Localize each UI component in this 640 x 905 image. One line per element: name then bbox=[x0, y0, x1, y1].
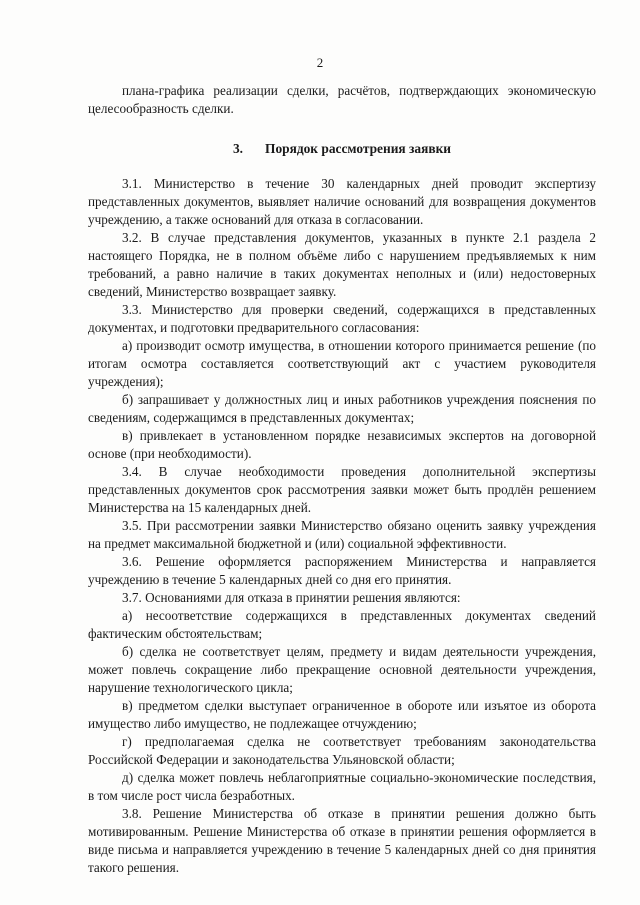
paragraph-3-6: 3.6. Решение оформляется распоряжением Министерства и направляется учреждению в течение 5 календарных дней со дня его принятия. bbox=[88, 554, 596, 587]
paragraph-3-7-b: б) сделка не соответствует целям, предмету и видам деятельности учреждения, может повлечь сокращение либо прекращение основной деятельности учреждения, нарушение технологического цикла; bbox=[88, 644, 596, 695]
document-body bbox=[88, 82, 596, 877]
paragraph-3-7-d: д) сделка может повлечь неблагоприятные социально-экономические последствия, в том числе рост числа безработных. bbox=[88, 770, 596, 803]
section-title: Порядок рассмотрения заявки bbox=[265, 141, 451, 156]
paragraph-3-1: 3.1. Министерство в течение 30 календарных дней проводит экспертизу представленных документов, выявляет наличие оснований для возвращения документов учреждению, а также оснований для отказа в согласовании. bbox=[88, 176, 596, 227]
page-number: 2 bbox=[316, 55, 324, 70]
intro-paragraph: плана-графика реализации сделки, расчётов, подтверждающих экономическую целесообразность сделки. bbox=[88, 83, 596, 116]
paragraph-3-5: 3.5. При рассмотрении заявки Министерство обязано оценить заявку учреждения на предмет максимальной бюджетной и (или) социальной эффективности. bbox=[88, 518, 596, 551]
paragraph-3-4: 3.4. В случае необходимости проведения дополнительной экспертизы представленных документов срок рассмотрения заявки может быть продлён решением Министерства на 15 календарных дней. bbox=[88, 464, 596, 515]
section-heading bbox=[88, 140, 596, 158]
paragraph-3-8: 3.8. Решение Министерства об отказе в принятии решения должно быть мотивированным. Решение Министерства об отказе в принятии решения оформляется в виде письма и направляется учреждению в течение 5 календарных дней со дня принятия такого решения. bbox=[88, 806, 596, 875]
paragraph-3-7-a: а) несоответствие содержащихся в представленных документах сведений фактическим обстоятельствам; bbox=[88, 608, 596, 641]
paragraph-3-3-b: б) запрашивает у должностных лиц и иных работников учреждения пояснения по сведениям, содержащимся в представленных документах; bbox=[88, 392, 596, 425]
paragraph-3-7-v: в) предметом сделки выступает ограниченное в обороте или изъятое из оборота имущество либо имущество, не подлежащее отчуждению; bbox=[88, 698, 596, 731]
paragraph-3-7-g: г) предполагаемая сделка не соответствует требованиям законодательства Российской Федерации и законодательства Ульяновской области; bbox=[88, 734, 596, 767]
paragraph-3-3: 3.3. Министерство для проверки сведений, содержащихся в представленных документах, и подготовки предварительного согласования: bbox=[88, 302, 596, 335]
paragraph-3-3-v: в) привлекает в установленном порядке независимых экспертов на договорной основе (при необходимости). bbox=[88, 428, 596, 461]
paragraph-3-2: 3.2. В случае представления документов, указанных в пункте 2.1 раздела 2 настоящего Порядка, не в полном объёме либо с нарушением предъявляемых к ним требований, а равно наличие в таких документах неполных и (или) недостоверных сведений, Министерство возвращает заявку. bbox=[88, 230, 596, 299]
paragraph-3-7: 3.7. Основаниями для отказа в принятии решения являются: bbox=[122, 590, 461, 605]
paragraph-3-3-a: а) производит осмотр имущества, в отношении которого принимается решение (по итогам осмотра составляется соответствующий акт с участием руководителя учреждения); bbox=[88, 338, 596, 389]
section-number: 3. bbox=[232, 141, 244, 156]
